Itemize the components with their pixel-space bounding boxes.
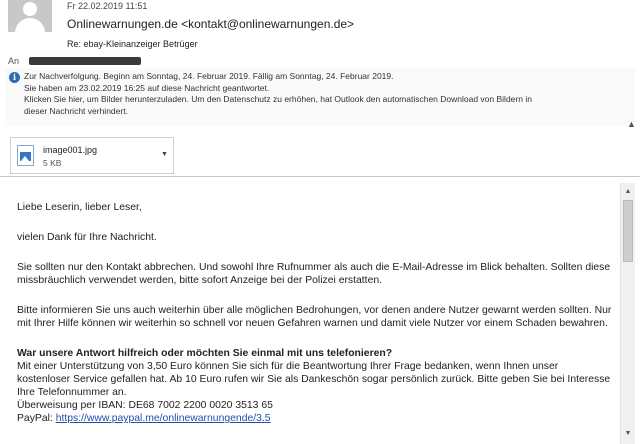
message-date: Fr 22.02.2019 11:51 (67, 1, 148, 11)
message-header (0, 0, 640, 168)
body-paragraph-3: Mit einer Unterstützung von 3,50 Euro können Sie sich für die Beantwortung Ihrer Frage bedanken, wenn Ihnen unser kostenloser Service gefallen hat. Ab 10 Euro rufen wir Sie als Dankeschön sogar persönlich zurück. Bitte geben Sie bei Interesse Ihre Telefonnummer an. (17, 361, 611, 398)
message-subject: Re: ebay-Kleinanzeiger Betrüger (67, 39, 198, 49)
download-images-info-cont[interactable]: dieser Nachricht verhindert. (24, 105, 128, 116)
attachment-card[interactable] (10, 137, 174, 174)
info-bar[interactable] (5, 68, 636, 129)
followup-info: Zur Nachverfolgung. Beginn am Sonntag, 24. Februar 2019. Fällig am Sonntag, 24. Februar 2019. (24, 71, 394, 81)
replied-info: Sie haben am 23.02.2019 16:25 auf diese Nachricht geantwortet. (24, 82, 270, 93)
attachment-name: image001.jpg (43, 145, 98, 155)
chevron-up-icon[interactable]: ▲ (627, 119, 636, 129)
paypal-line (17, 412, 612, 425)
to-label: An (8, 56, 20, 66)
paypal-label: PayPal: (17, 413, 56, 424)
chevron-down-icon[interactable]: ▼ (161, 151, 168, 158)
recipient-redacted (29, 57, 141, 65)
header-divider (0, 176, 640, 177)
iban-line: Überweisung per IBAN: DE68 7002 2200 0020 3513 65 (17, 400, 273, 411)
attachment-size: 5 KB (43, 158, 62, 168)
scroll-down-icon[interactable]: ▼ (624, 430, 632, 437)
image-file-icon (17, 145, 34, 166)
sender[interactable]: Onlinewarnungen.de <kontakt@onlinewarnungen.de> (67, 17, 355, 31)
download-images-info[interactable]: Klicken Sie hier, um Bilder herunterzuladen. Um den Datenschutz zu erhöhen, hat Outlook den automatischen Download von Bildern in (24, 94, 532, 104)
vertical-scrollbar[interactable] (620, 183, 635, 444)
info-icon: i (9, 72, 20, 83)
scroll-up-icon[interactable]: ▲ (624, 188, 632, 195)
support-question: War unsere Antwort hilfreich oder möchten Sie einmal mit uns telefonieren? (17, 348, 393, 359)
message-body (0, 183, 620, 444)
greeting: Liebe Leserin, lieber Leser, (17, 202, 142, 213)
scroll-thumb[interactable] (623, 200, 633, 262)
paypal-link[interactable]: https://www.paypal.me/onlinewarnungende/3.5 (55, 413, 271, 424)
body-paragraph-2: Bitte informieren Sie uns auch weiterhin über alle möglichen Bedrohungen, vor denen andere Nutzer gewarnt werden sollten. Nur mit Ihrer Hilfe können wir weiterhin so schnell vor neuen Gefahren warnen und damit viele Nutzer vor einem Schaden bewahren. (17, 305, 612, 329)
sender-avatar[interactable] (8, 0, 52, 32)
person-icon (23, 2, 37, 16)
body-paragraph-1: Sie sollten nur den Kontakt abbrechen. Und sowohl Ihre Rufnummer als auch die E-Mail-Adresse im Blick behalten. Sollten diese missbräuchlich verwendet werden, bitte sofort Anzeige bei der Polizei erstatten. (17, 262, 611, 286)
thanks: vielen Dank für Ihre Nachricht. (17, 232, 157, 243)
